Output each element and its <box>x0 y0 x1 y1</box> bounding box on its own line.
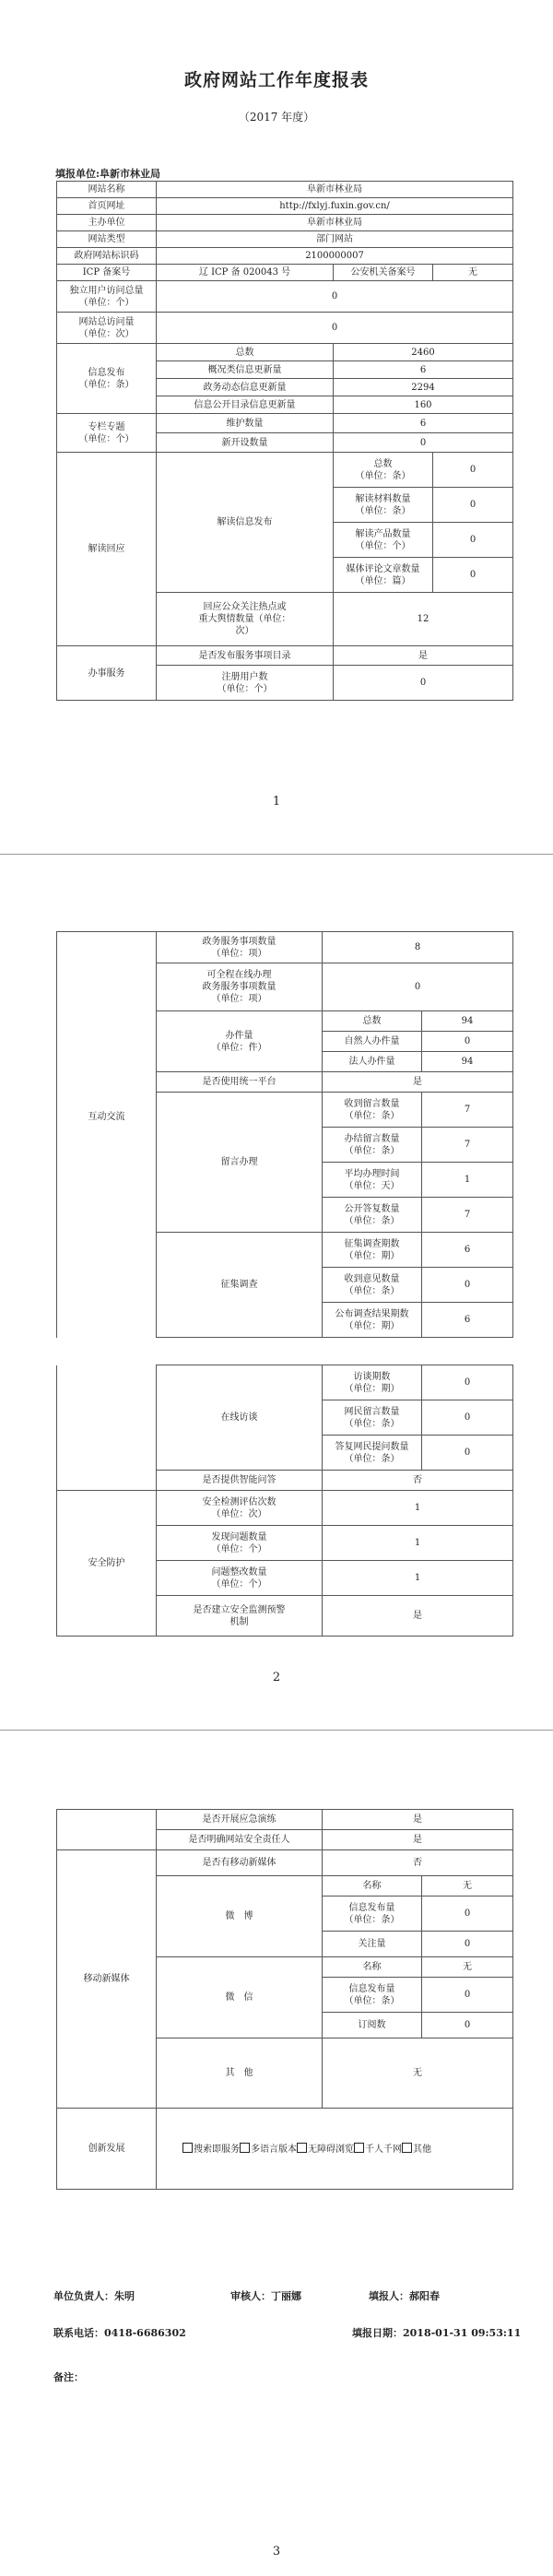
value: 2460 <box>334 344 513 361</box>
page-number: 1 <box>272 795 281 809</box>
label: 问题整改数量 （单位：个） <box>157 1561 323 1596</box>
innov-option[interactable]: 无障碍浏览 <box>297 2145 354 2155</box>
value: 0 <box>157 281 513 313</box>
label: 专栏专题 （单位：个） <box>57 414 157 453</box>
filler-label: 填报人：郝阳春 <box>369 2290 440 2302</box>
label: 征集调查 <box>157 1233 323 1338</box>
innovation-options <box>157 2109 513 2190</box>
label: 创新发展 <box>57 2109 157 2190</box>
label: 网站名称 <box>57 182 157 198</box>
table-page2 <box>56 931 513 1338</box>
checkbox-icon[interactable] <box>182 2143 193 2153</box>
label: 是否开展应急演练 <box>157 1810 323 1830</box>
page-title: 政府网站工作年度报表 <box>183 70 369 90</box>
label: 是否明确网站安全责任人 <box>157 1830 323 1850</box>
label: ICP 备案号 <box>57 265 157 281</box>
spacer <box>57 1303 157 1338</box>
label: 关注量 <box>323 1932 422 1957</box>
label: 办事服务 <box>57 646 157 701</box>
label: 媒体评论文章数量 （单位：篇） <box>334 558 433 593</box>
label: 注册用户数 （单位：个） <box>157 666 334 701</box>
label: 信息发布量 （单位：条） <box>323 1978 422 2013</box>
value: 无 <box>422 1957 513 1978</box>
label: 收到留言数量 （单位：条） <box>323 1093 422 1128</box>
checkbox-icon[interactable] <box>402 2143 412 2153</box>
label: 平均办理时间 （单位：天） <box>323 1163 422 1198</box>
spacer <box>57 1810 157 1850</box>
label: 独立用户访问总量 （单位：个） <box>57 281 157 313</box>
label: 是否提供智能问答 <box>157 1471 323 1491</box>
label: 征集调查期数 （单位：期） <box>323 1233 422 1268</box>
value: 否 <box>323 1850 513 1876</box>
label: 微 信 <box>157 1957 323 2038</box>
value: 0 <box>323 963 513 1011</box>
value: 6 <box>334 414 513 433</box>
value: 是 <box>323 1810 513 1830</box>
value: 0 <box>422 1436 513 1471</box>
label: 新开设数量 <box>157 433 334 453</box>
value: 7 <box>422 1198 513 1233</box>
value: 无 <box>323 2038 513 2109</box>
label: 是否有移动新媒体 <box>157 1850 323 1876</box>
label: 网站总访问量 （单位：次） <box>57 313 157 344</box>
value: 0 <box>422 2013 513 2038</box>
label: 答复网民提问数量 （单位：条） <box>323 1436 422 1471</box>
label: 信息公开目录信息更新量 <box>157 396 334 414</box>
label: 留言办理 <box>157 1093 323 1233</box>
label: 互动交流 <box>57 932 157 1303</box>
label: 总数 <box>157 344 334 361</box>
label: 政府网站标识码 <box>57 248 157 265</box>
value: 1 <box>323 1561 513 1596</box>
value: 7 <box>422 1128 513 1163</box>
label: 可全程在线办理 政务服务事项数量 （单位：项） <box>157 963 323 1011</box>
checkbox-icon[interactable] <box>297 2143 307 2153</box>
value: 12 <box>334 593 513 646</box>
innov-option[interactable]: 多语言版本 <box>240 2145 297 2155</box>
label: 是否建立安全监测预警 机制 <box>157 1596 323 1637</box>
value: 94 <box>422 1011 513 1032</box>
checkbox-icon[interactable] <box>240 2143 250 2153</box>
remark-label: 备注： <box>53 2371 84 2383</box>
label: 网民留言数量 （单位：条） <box>323 1400 422 1436</box>
label: 解读材料数量 （单位：条） <box>334 488 433 523</box>
label: 解读回应 <box>57 453 157 646</box>
value: 0 <box>334 666 513 701</box>
value: 0 <box>334 433 513 453</box>
label: 法人办件量 <box>323 1052 422 1072</box>
value: 1 <box>323 1491 513 1526</box>
page-number: 2 <box>272 1671 281 1684</box>
value: 0 <box>433 488 513 523</box>
value: 0 <box>157 313 513 344</box>
value: 1 <box>422 1163 513 1198</box>
value: 无 <box>422 1876 513 1897</box>
phone-label: 联系电话：0418-6686302 <box>53 2327 186 2339</box>
label: 在线访谈 <box>157 1365 323 1471</box>
leader-label: 单位负责人：朱明 <box>53 2290 135 2302</box>
value: 6 <box>334 361 513 379</box>
value: 是 <box>323 1830 513 1850</box>
value: 7 <box>422 1093 513 1128</box>
value: 0 <box>422 1932 513 1957</box>
table-page2-cont <box>56 1365 513 1637</box>
label: 订阅数 <box>323 2013 422 2038</box>
value: 部门网站 <box>157 231 513 248</box>
value: 2100000007 <box>157 248 513 265</box>
value: 否 <box>323 1471 513 1491</box>
value: 0 <box>433 523 513 558</box>
value: 阜新市林业局 <box>157 182 513 198</box>
label: 移动新媒体 <box>57 1850 157 2109</box>
label: 安全检测评估次数 （单位：次） <box>157 1491 323 1526</box>
date-label: 填报日期：2018-01-31 09:53:11 <box>352 2327 522 2339</box>
value: 是 <box>334 646 513 666</box>
value: 6 <box>422 1233 513 1268</box>
value: 1 <box>323 1526 513 1561</box>
label: 首页网址 <box>57 198 157 215</box>
table-page1 <box>56 181 513 701</box>
label: 公开答复数量 （单位：条） <box>323 1198 422 1233</box>
value: 是 <box>323 1072 513 1093</box>
value: 8 <box>323 932 513 963</box>
innov-option[interactable]: 千人千网 <box>354 2145 402 2155</box>
page-divider <box>0 854 553 855</box>
label: 安全防护 <box>57 1491 157 1637</box>
value: 0 <box>422 1365 513 1400</box>
table-page3 <box>56 1809 513 2190</box>
label: 公布调查结果期数 （单位：期） <box>323 1303 422 1338</box>
value: 0 <box>422 1400 513 1436</box>
label: 解读产品数量 （单位：个） <box>334 523 433 558</box>
label: 名称 <box>323 1957 422 1978</box>
reviewer-label: 审核人：丁丽娜 <box>230 2290 301 2302</box>
value: 辽 ICP 备 020043 号 <box>157 265 334 281</box>
label: 办件量 （单位：件） <box>157 1011 323 1072</box>
label: 总数 <box>323 1011 422 1032</box>
label: 政务服务事项数量 （单位：项） <box>157 932 323 963</box>
label: 是否发布服务事项目录 <box>157 646 334 666</box>
value: 0 <box>422 1268 513 1303</box>
value: 94 <box>422 1052 513 1072</box>
label: 回应公众关注热点或 重大舆情数量（单位： 次） <box>157 593 334 646</box>
filling-unit: 填报单位:阜新市林业局 <box>55 168 161 180</box>
label: 自然人办件量 <box>323 1032 422 1052</box>
innov-option[interactable]: 其他 <box>402 2145 431 2155</box>
label: 发现问题数量 （单位：个） <box>157 1526 323 1561</box>
label: 信息发布 （单位：条） <box>57 344 157 414</box>
label: 收到意见数量 （单位：条） <box>323 1268 422 1303</box>
value: 0 <box>422 1978 513 2013</box>
label: 主办单位 <box>57 215 157 231</box>
label: 政务动态信息更新量 <box>157 379 334 396</box>
value: 阜新市林业局 <box>157 215 513 231</box>
value: 0 <box>433 453 513 488</box>
label: 概况类信息更新量 <box>157 361 334 379</box>
homepage-link[interactable]: http://fxlyj.fuxin.gov.cn/ <box>157 198 513 215</box>
label: 公安机关备案号 <box>334 265 433 281</box>
value: 6 <box>422 1303 513 1338</box>
value: 0 <box>433 558 513 593</box>
value: 2294 <box>334 379 513 396</box>
value: 160 <box>334 396 513 414</box>
label: 信息发布量 （单位：条） <box>323 1897 422 1932</box>
value: 0 <box>422 1897 513 1932</box>
page-number: 3 <box>272 2545 281 2558</box>
label: 办结留言数量 （单位：条） <box>323 1128 422 1163</box>
label: 是否使用统一平台 <box>157 1072 323 1093</box>
label: 访谈期数 （单位：期） <box>323 1365 422 1400</box>
label: 解读信息发布 <box>157 453 334 593</box>
report-year: （2017 年度） <box>238 111 315 124</box>
innov-option[interactable]: 搜索即服务 <box>182 2145 240 2155</box>
label: 微 博 <box>157 1876 323 1957</box>
label: 其 他 <box>157 2038 323 2109</box>
value: 无 <box>433 265 513 281</box>
label: 总数 （单位：条） <box>334 453 433 488</box>
page-divider <box>0 1730 553 1731</box>
checkbox-icon[interactable] <box>354 2143 364 2153</box>
value: 是 <box>323 1596 513 1637</box>
value: 0 <box>422 1032 513 1052</box>
label: 网站类型 <box>57 231 157 248</box>
spacer <box>57 1365 157 1491</box>
label: 维护数量 <box>157 414 334 433</box>
label: 名称 <box>323 1876 422 1897</box>
